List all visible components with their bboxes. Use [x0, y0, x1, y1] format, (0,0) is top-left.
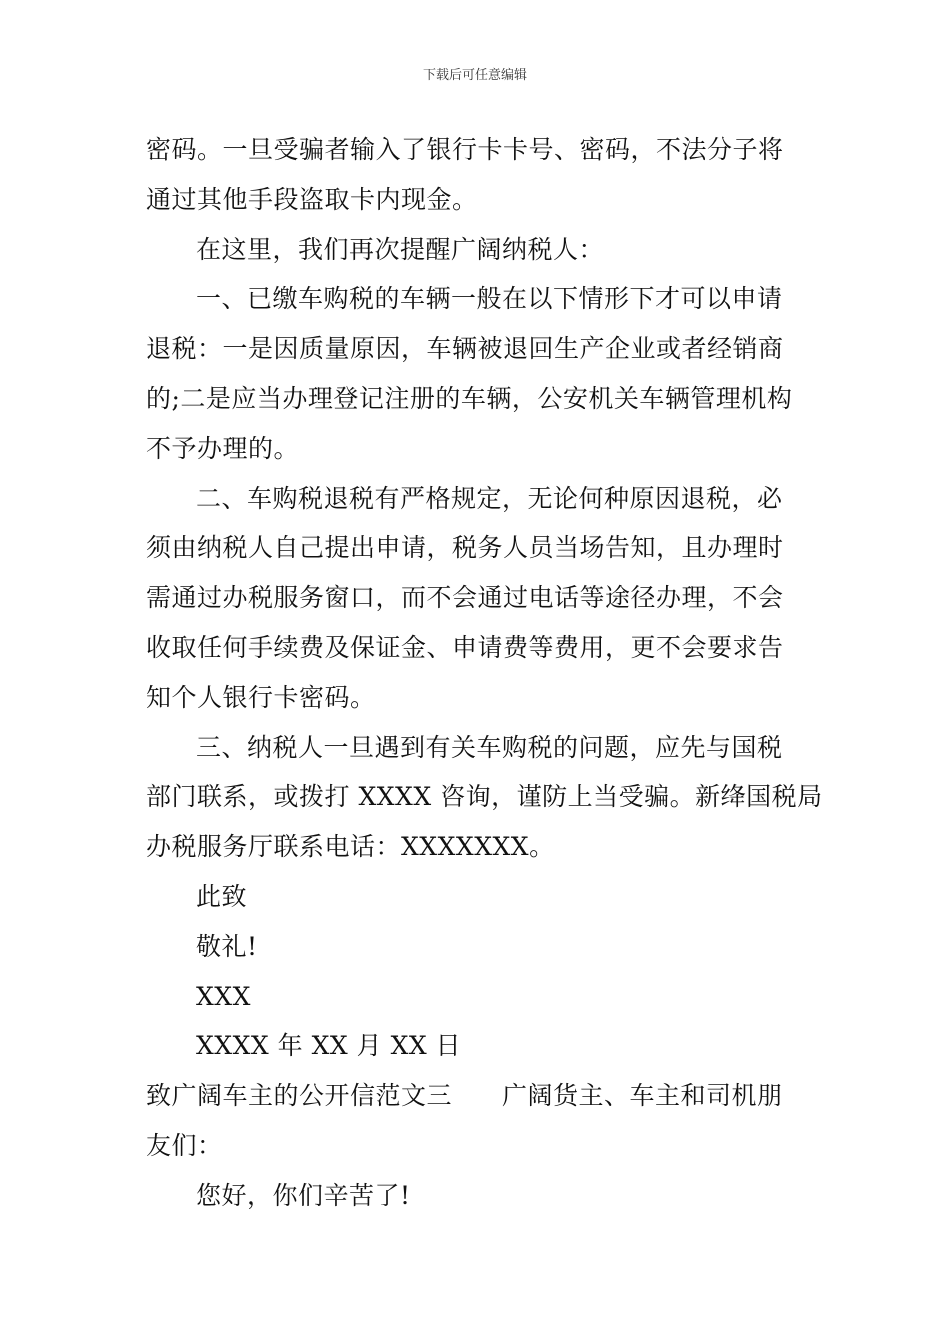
text-line: 的;二是应当办理登记注册的车辆，公安机关车辆管理机构	[146, 383, 793, 413]
text-line: 需通过办税服务窗口，而不会通过电话等途径办理，不会	[146, 583, 784, 613]
paragraph-point-2: 二、车购税退税有严格规定，无论何种原因退税，必	[196, 483, 783, 513]
text-line: 部门联系，或拨打 XXXX 咨询，谨防上当受骗。新绛国税局	[146, 782, 823, 812]
signature-date: XXXX 年 XX 月 XX 日	[196, 1031, 462, 1061]
greeting-start: 广阔货主、车主和司机朋	[502, 1081, 783, 1111]
text-line: 须由纳税人自己提出申请，税务人员当场告知，且办理时	[146, 533, 784, 563]
section-title: 致广阔车主的公开信范文三	[146, 1081, 453, 1111]
text-line: 密码。一旦受骗者输入了银行卡卡号、密码，不法分子将	[146, 135, 784, 164]
document-body	[146, 125, 823, 1221]
text-line: 收取任何手续费及保证金、申请费等费用，更不会要求告	[146, 632, 784, 662]
page-header: 下载后可任意编辑	[422, 68, 527, 83]
signature-name: XXX	[196, 981, 251, 1011]
text-line: 知个人银行卡密码。	[146, 682, 376, 712]
section-title-line	[146, 1071, 808, 1121]
text-line: 不予办理的。	[146, 433, 300, 463]
closing-regards: 敬礼!	[196, 931, 258, 961]
text-line: 友们：	[146, 1130, 223, 1160]
text-line: 办税服务厅联系电话：XXXXXXX。	[146, 832, 555, 862]
paragraph-intro: 在这里，我们再次提醒广阔纳税人：	[196, 234, 605, 264]
paragraph-point-3: 三、纳税人一旦遇到有关车购税的问题，应先与国税	[196, 732, 783, 762]
greeting-line: 您好，你们辛苦了!	[196, 1180, 411, 1210]
paragraph-point-1: 一、已缴车购税的车辆一般在以下情形下才可以申请	[196, 284, 783, 314]
text-line: 退税：一是因质量原因，车辆被退回生产企业或者经销商	[146, 334, 784, 364]
text-line: 通过其他手段盗取卡内现金。	[146, 184, 478, 214]
closing-salutation: 此致	[196, 881, 248, 911]
